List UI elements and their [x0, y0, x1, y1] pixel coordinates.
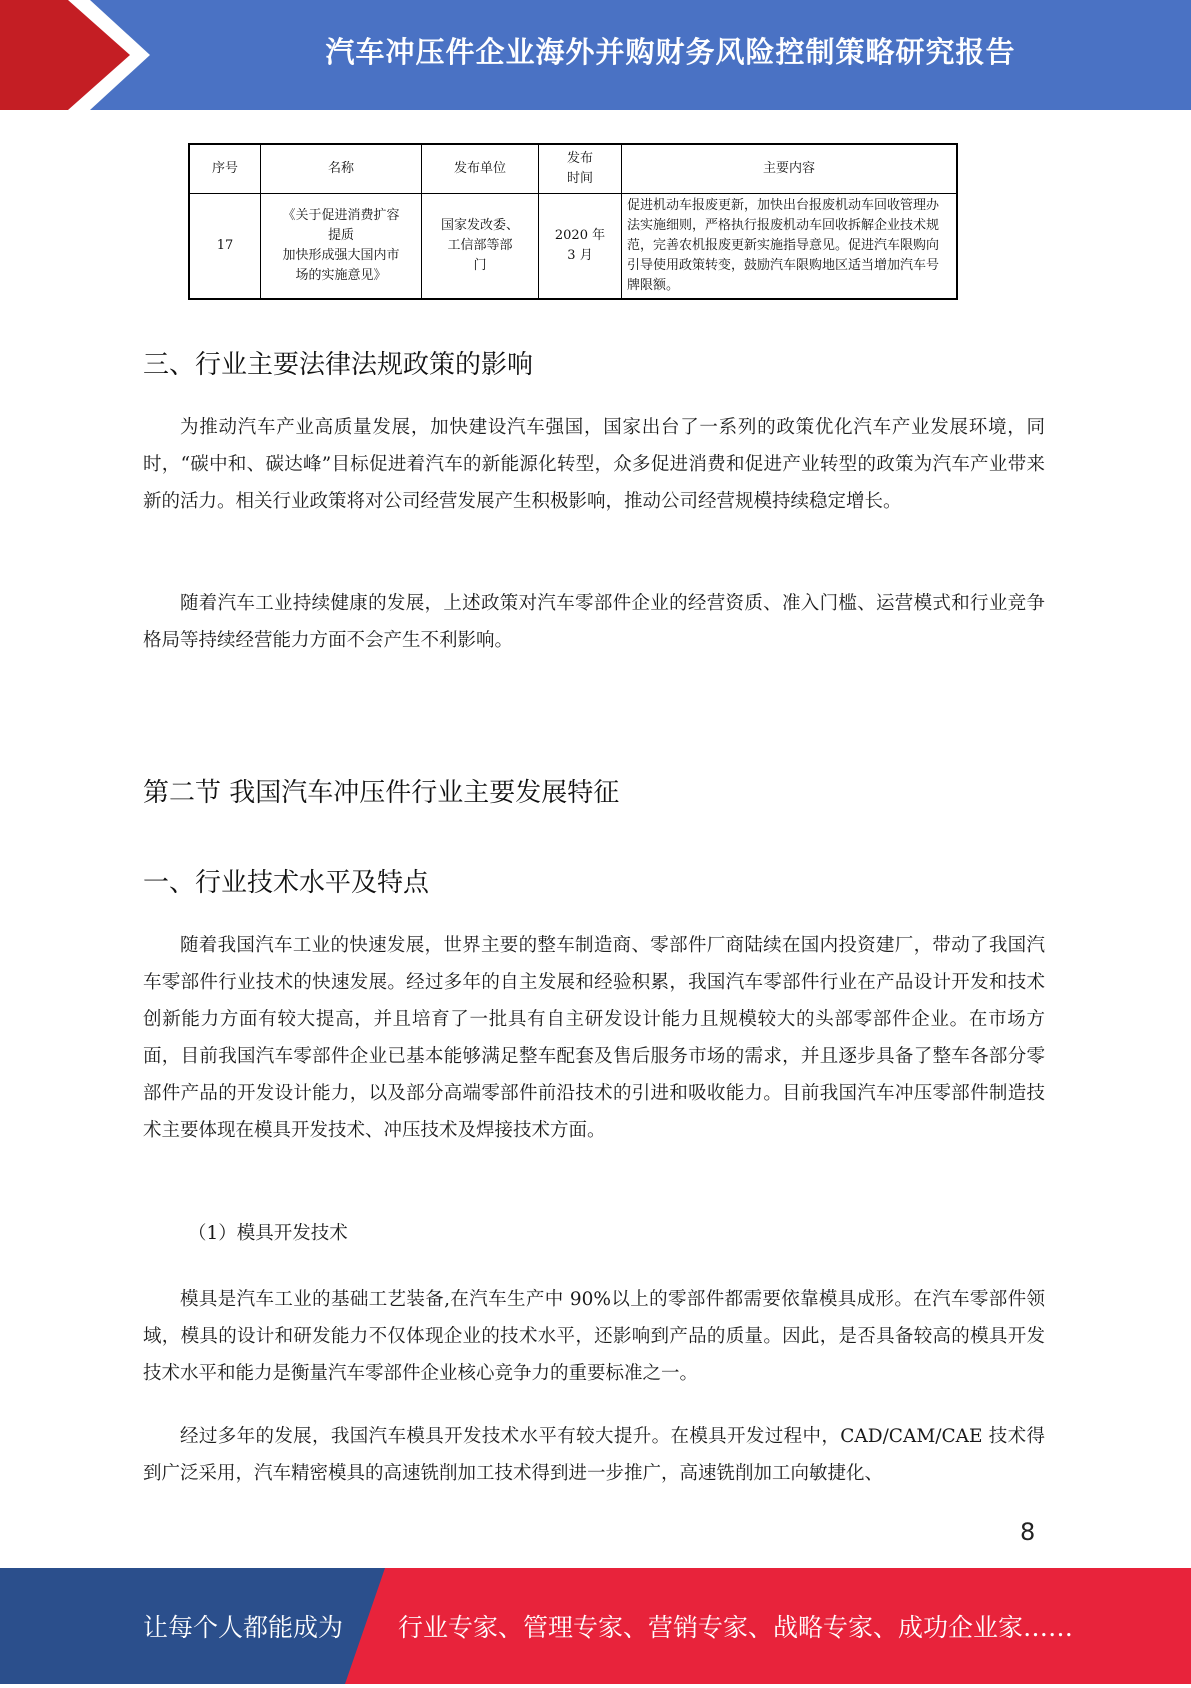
- page-header: [0, 0, 1191, 110]
- policy-table: [188, 143, 958, 300]
- footer-slogan-right: 行业专家、管理专家、营销专家、战略专家、成功企业家……: [398, 1613, 1074, 1642]
- table-cell-content: 促进机动车报废更新，加快出台报废机动车回收管理办法实施细则，严格执行报废机动车回收拆解企业技术规范，完善农机报废更新实施指导意见。促进汽车限购向引导使用政策转变，鼓励汽车限购地区适当增加汽车号牌限额。: [622, 194, 958, 300]
- paragraph-policy-2: 随着汽车工业持续健康的发展，上述政策对汽车零部件企业的经营资质、准入门槛、运营模式和行业竞争格局等持续经营能力方面不会产生不利影响。: [143, 593, 1045, 651]
- table-header-cell: 发布单位: [422, 144, 539, 194]
- heading-tech-level: 一、行业技术水平及特点: [143, 868, 430, 898]
- table-cell-number: 17: [189, 194, 261, 300]
- table-cell-publisher: 国家发改委、 工信部等部 门: [422, 194, 539, 300]
- table-header-cell: 序号: [189, 144, 261, 194]
- table-header-cell: 主要内容: [622, 144, 958, 194]
- report-title: 汽车冲压件企业海外并购财务风险控制策略研究报告: [325, 35, 1016, 69]
- policy-table-container: [188, 143, 958, 300]
- paragraph-tech-1: 随着我国汽车工业的快速发展，世界主要的整车制造商、零部件厂商陆续在国内投资建厂，带动了我国汽车零部件行业技术的快速发展。经过多年的自主发展和经验积累，我国汽车零部件行业在产品设计开发和技术创新能力方面有较大提高，并且培育了一批具有自主研发设计能力且规模较大的头部零部件企业。在市场方面，目前我国汽车零部件企业已基本能够满足整车配套及售后服务市场的需求，并且逐步具备了整车各部分零部件产品的开发设计能力，以及部分高端零部件前沿技术的引进和吸收能力。目前我国汽车冲压零部件制造技术主要体现在模具开发技术、冲压技术及焊接技术方面。: [143, 935, 1045, 1141]
- page-footer: [0, 1568, 1191, 1684]
- table-cell-date: 2020 年 3 月: [539, 194, 622, 300]
- table-header-cell: 名称: [261, 144, 422, 194]
- table-header-row: [189, 144, 957, 194]
- subheading-mold-development: （1）模具开发技术: [188, 1223, 348, 1244]
- footer-slogan-left: 让每个人都能成为: [143, 1613, 344, 1642]
- page-number: 8: [1020, 1518, 1036, 1546]
- table-row: [189, 194, 957, 300]
- paragraph-mold-1: 模具是汽车工业的基础工艺装备,在汽车生产中 90%以上的零部件都需要依靠模具成形。在汽车零部件领域，模具的设计和研发能力不仅体现企业的技术水平，还影响到产品的质量。因此，是否具备较高的模具开发技术水平和能力是衡量汽车零部件企业核心竞争力的重要标准之一。: [143, 1289, 1045, 1384]
- paragraph-mold-2: 经过多年的发展，我国汽车模具开发技术水平有较大提升。在模具开发过程中，CAD/CAM/CAE 技术得到广泛采用，汽车精密模具的高速铣削加工技术得到进一步推广，高速铣削加工向敏捷化、: [143, 1426, 1045, 1484]
- table-cell-name: 《关于促进消费扩容 提质 加快形成强大国内市 场的实施意见》: [261, 194, 422, 300]
- table-header-cell: 发布 时间: [539, 144, 622, 194]
- heading-policy-impact: 三、行业主要法律法规政策的影响: [143, 350, 534, 380]
- heading-section-2: 第二节 我国汽车冲压件行业主要发展特征: [143, 778, 620, 808]
- paragraph-policy-1: 为推动汽车产业高质量发展，加快建设汽车强国，国家出台了一系列的政策优化汽车产业发展环境，同时，“碳中和、碳达峰”目标促进着汽车的新能源化转型，众多促进消费和促进产业转型的政策为汽车产业带来新的活力。相关行业政策将对公司经营发展产生积极影响，推动公司经营规模持续稳定增长。: [143, 417, 1045, 512]
